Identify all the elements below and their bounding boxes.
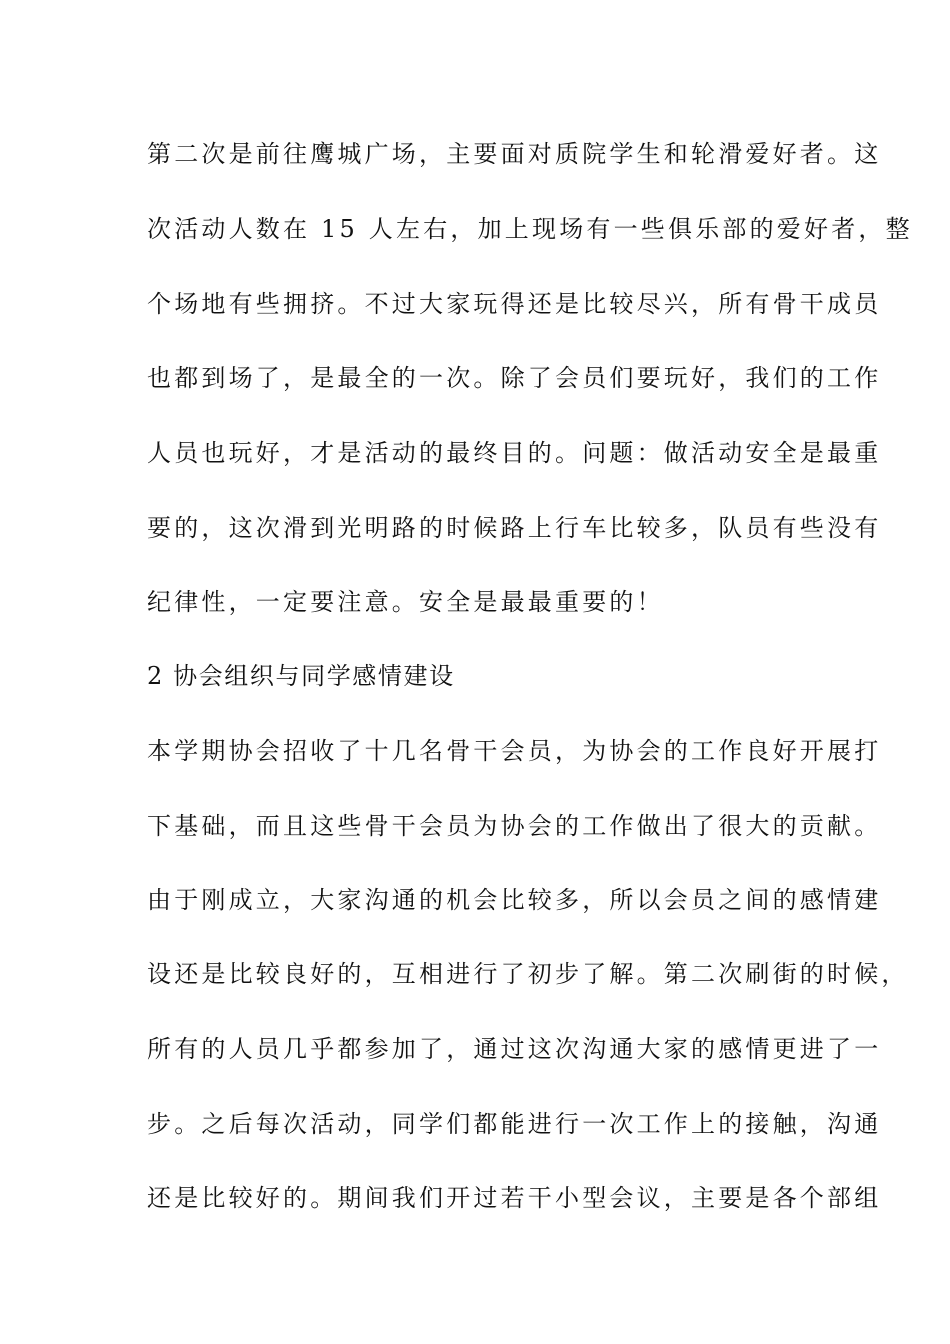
paragraph-line: 还是比较好的。期间我们开过若干小型会议，主要是各个部组 (147, 1184, 882, 1212)
paragraph-line: 所有的人员几乎都参加了，通过这次沟通大家的感情更进了一 (147, 1035, 882, 1063)
section-heading: 2 协会组织与同学感情建设 (147, 662, 455, 690)
paragraph-line: 由于刚成立，大家沟通的机会比较多，所以会员之间的感情建 (147, 886, 882, 914)
paragraph-line: 设还是比较良好的，互相进行了初步了解。第二次刷街的时候， (147, 960, 909, 988)
paragraph-line: 也都到场了，是最全的一次。除了会员们要玩好，我们的工作 (147, 364, 882, 392)
paragraph-line: 下基础，而且这些骨干会员为协会的工作做出了很大的贡献。 (147, 812, 882, 840)
paragraph-line: 人员也玩好，才是活动的最终目的。问题：做活动安全是最重 (147, 439, 882, 467)
paragraph-line: 个场地有些拥挤。不过大家玩得还是比较尽兴，所有骨干成员 (147, 290, 882, 318)
paragraph-line: 第二次是前往鹰城广场，主要面对质院学生和轮滑爱好者。这 (147, 140, 882, 168)
paragraph-line: 纪律性，一定要注意。安全是最最重要的！ (147, 588, 664, 616)
paragraph-line: 次活动人数在 15 人左右，加上现场有一些俱乐部的爱好者，整 (147, 215, 913, 243)
paragraph-line: 本学期协会招收了十几名骨干会员，为协会的工作良好开展打 (147, 737, 882, 765)
paragraph-line: 要的，这次滑到光明路的时候路上行车比较多，队员有些没有 (147, 514, 882, 542)
paragraph-line: 步。之后每次活动，同学们都能进行一次工作上的接触，沟通 (147, 1110, 882, 1138)
